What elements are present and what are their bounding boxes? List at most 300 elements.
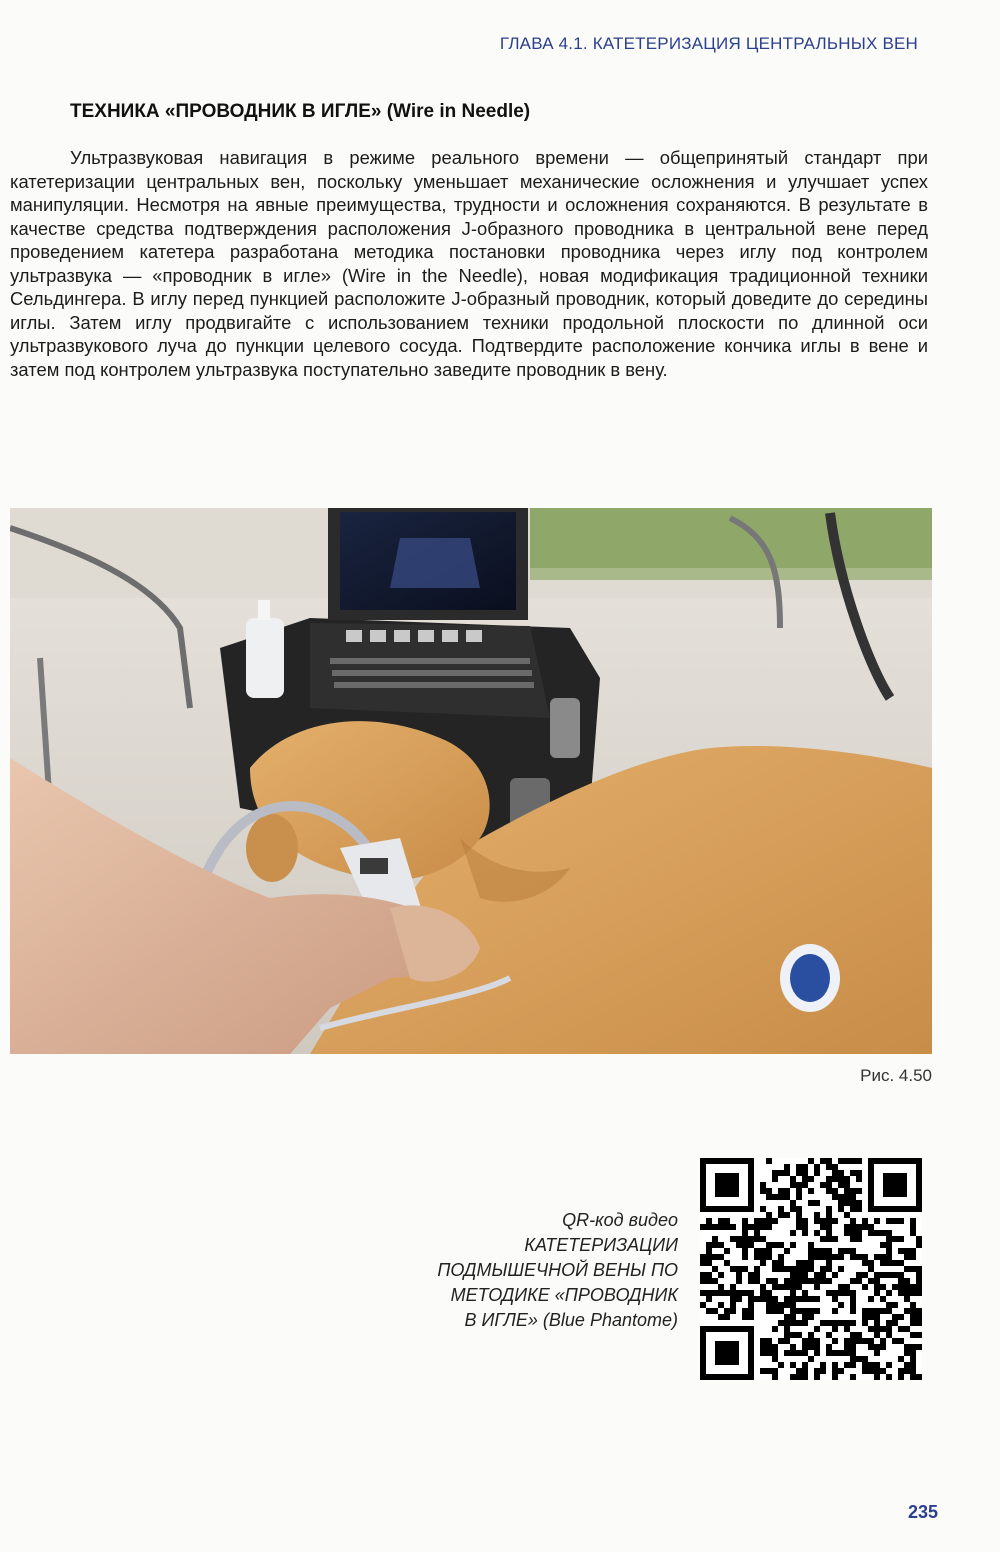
qr-module [778,1212,784,1218]
qr-module [802,1368,808,1374]
qr-module [718,1242,724,1248]
qr-module [700,1224,706,1230]
qr-module [790,1296,796,1302]
qr-module [742,1290,748,1296]
qr-module [820,1272,826,1278]
qr-module [808,1344,814,1350]
qr-module [868,1314,874,1320]
qr-module [892,1218,898,1224]
qr-module [742,1314,748,1320]
qr-module [712,1278,718,1284]
qr-module [874,1326,880,1332]
qr-module [766,1218,772,1224]
qr-module [838,1194,844,1200]
qr-module [898,1374,904,1380]
qr-module [832,1308,838,1314]
qr-module [826,1290,832,1296]
qr-module [850,1236,856,1242]
qr-module [880,1284,886,1290]
qr-module [760,1236,766,1242]
qr-module [796,1182,802,1188]
figure-photo [10,508,932,1054]
qr-module [772,1278,778,1284]
qr-module [886,1374,892,1380]
qr-module [874,1374,880,1380]
qr-module [796,1308,802,1314]
qr-module [784,1326,790,1332]
qr-module [814,1350,820,1356]
qr-module [712,1254,718,1260]
qr-module [778,1266,784,1272]
qr-module [736,1296,742,1302]
qr-module [760,1224,766,1230]
qr-module [826,1236,832,1242]
qr-module [760,1344,766,1350]
qr-module [796,1320,802,1326]
qr-module [766,1338,772,1344]
qr-module [814,1164,820,1170]
qr-module [808,1188,814,1194]
qr-module [760,1368,766,1374]
qr-module [766,1278,772,1284]
qr-module [766,1194,772,1200]
qr-module [886,1320,892,1326]
qr-module [730,1266,736,1272]
qr-module [724,1290,730,1296]
qr-module [778,1260,784,1266]
qr-module [898,1218,904,1224]
qr-module [784,1266,790,1272]
qr-module [760,1350,766,1356]
qr-module [910,1362,916,1368]
qr-module [772,1194,778,1200]
qr-module [916,1374,922,1380]
qr-module [820,1362,826,1368]
qr-module [772,1170,778,1176]
qr-module [886,1272,892,1278]
qr-module [736,1242,742,1248]
qr-module [784,1302,790,1308]
qr-module [916,1278,922,1284]
qr-module [730,1290,736,1296]
qr-module [874,1350,880,1356]
qr-module [778,1170,784,1176]
qr-module [898,1314,904,1320]
qr-module [700,1260,706,1266]
qr-module [754,1224,760,1230]
qr-module [838,1320,844,1326]
qr-module [772,1242,778,1248]
qr-module [802,1296,808,1302]
qr-module [874,1290,880,1296]
qr-module [718,1272,724,1278]
qr-module [760,1218,766,1224]
qr-module [802,1266,808,1272]
qr-module [748,1296,754,1302]
qr-module [850,1302,856,1308]
qr-module [868,1296,874,1302]
qr-module [832,1296,838,1302]
qr-module [844,1176,850,1182]
qr-module [748,1290,754,1296]
qr-module [892,1314,898,1320]
qr-module [706,1296,712,1302]
qr-module [826,1230,832,1236]
qr-module [910,1332,916,1338]
qr-module [778,1320,784,1326]
qr-module [718,1254,724,1260]
qr-module [808,1200,814,1206]
qr-module [784,1314,790,1320]
qr-module [748,1272,754,1278]
qr-module [754,1236,760,1242]
qr-module [904,1368,910,1374]
qr-module [742,1248,748,1254]
qr-caption-line: КАТЕТЕРИЗАЦИИ [524,1235,678,1255]
qr-module [892,1236,898,1242]
qr-module [892,1272,898,1278]
qr-module [778,1308,784,1314]
qr-module [832,1362,838,1368]
qr-module [820,1182,826,1188]
qr-module [790,1242,796,1248]
qr-module [868,1362,874,1368]
qr-module [910,1320,916,1326]
body-paragraph: Ультразвуковая навигация в режиме реального времени — общепринятый стандарт при катетеризации центральных вен, поскольку уменьшает механические осложнения и улучшает успех манипуляции. Несмотря на явные преимущества, трудности и осложнения сохраняются. В результате в качестве средства подтверждения расположения J-образного проводника в центральной вене перед проведением катетера разработана методика постановки проводника через иглу под контролем ультразвука — «проводник в игле» (Wire in the Needle), новая модификация традиционной техники Сельдингера. В иглу перед пункцией расположите J-образный проводник, который доведите до середины иглы. Затем иглу продвигайте с использованием техники продольной плоскости по длинной оси ультразвукового луча до пункции целевого сосуда. Подтвердите расположение кончика иглы в вене и затем под контролем ультразвука поступательно заведите проводник в вену. [10,147,928,380]
qr-module [898,1290,904,1296]
qr-module [832,1320,838,1326]
qr-module [712,1224,718,1230]
qr-module [784,1170,790,1176]
qr-module [724,1308,730,1314]
qr-module [838,1302,844,1308]
qr-module [886,1290,892,1296]
qr-module [796,1170,802,1176]
qr-module [796,1350,802,1356]
qr-module [814,1296,820,1302]
qr-module [874,1332,880,1338]
qr-module [850,1200,856,1206]
qr-module [748,1236,754,1242]
qr-module [844,1230,850,1236]
qr-module [808,1158,814,1164]
qr-module [910,1350,916,1356]
qr-module [898,1272,904,1278]
qr-module [916,1314,922,1320]
qr-module [850,1248,856,1254]
qr-module [784,1296,790,1302]
qr-module [766,1212,772,1218]
qr-module [826,1266,832,1272]
qr-module [862,1260,868,1266]
qr-module [718,1218,724,1224]
qr-caption-line: МЕТОДИКЕ «ПРОВОДНИК [450,1285,678,1305]
qr-module [700,1290,706,1296]
qr-module [850,1374,856,1380]
qr-module [844,1248,850,1254]
qr-module [814,1230,820,1236]
qr-module [868,1260,874,1266]
qr-module [784,1164,790,1170]
qr-module [916,1308,922,1314]
qr-module [730,1302,736,1308]
qr-module [820,1254,826,1260]
qr-module [880,1272,886,1278]
qr-module [742,1242,748,1248]
qr-module [814,1284,820,1290]
qr-module [742,1224,748,1230]
qr-module [730,1224,736,1230]
qr-module [880,1368,886,1374]
qr-module [742,1266,748,1272]
qr-module [850,1158,856,1164]
qr-module [748,1224,754,1230]
qr-module [850,1350,856,1356]
qr-module [868,1278,874,1284]
qr-module [802,1170,808,1176]
qr-module [754,1278,760,1284]
qr-module [808,1338,814,1344]
qr-module [778,1242,784,1248]
qr-module [832,1218,838,1224]
qr-module [832,1272,838,1278]
qr-module [808,1176,814,1182]
qr-module [886,1302,892,1308]
qr-module [892,1260,898,1266]
qr-module [760,1248,766,1254]
qr-module [772,1266,778,1272]
qr-module [904,1254,910,1260]
page-number: 235 [907,1502,938,1522]
qr-module [820,1320,826,1326]
qr-module [754,1272,760,1278]
qr-module [832,1236,838,1242]
qr-module [832,1290,838,1296]
qr-module [772,1260,778,1266]
qr-module [898,1326,904,1332]
qr-module [796,1164,802,1170]
qr-module [838,1158,844,1164]
qr-module [760,1254,766,1260]
qr-module [754,1254,760,1260]
qr-module [880,1242,886,1248]
qr-module [706,1290,712,1296]
qr-module [814,1374,820,1380]
qr-module [826,1212,832,1218]
qr-module [790,1374,796,1380]
qr-module [814,1326,820,1332]
qr-module [796,1278,802,1284]
qr-module [844,1224,850,1230]
qr-module [850,1344,856,1350]
qr-module [808,1266,814,1272]
qr-module [784,1332,790,1338]
qr-module [766,1242,772,1248]
qr-module [832,1254,838,1260]
qr-module [760,1296,766,1302]
qr-module [862,1320,868,1326]
qr-module [916,1344,922,1350]
qr-module [778,1284,784,1290]
qr-module [838,1266,844,1272]
qr-module [760,1284,766,1290]
qr-module [838,1200,844,1206]
qr-module [910,1344,916,1350]
qr-module [796,1206,802,1212]
qr-module [898,1368,904,1374]
qr-module [856,1170,862,1176]
qr-module [898,1356,904,1362]
qr-module [820,1248,826,1254]
qr-module [886,1236,892,1242]
qr-module [838,1170,844,1176]
qr-module [892,1320,898,1326]
qr-module [850,1206,856,1212]
qr-module [898,1284,904,1290]
qr-module [790,1266,796,1272]
qr-module [742,1254,748,1260]
qr-module [802,1362,808,1368]
qr-module [796,1296,802,1302]
qr-module [820,1368,826,1374]
qr-module [910,1308,916,1314]
qr-module [880,1296,886,1302]
qr-module [736,1290,742,1296]
qr-module [910,1248,916,1254]
qr-module [904,1278,910,1284]
qr-module [844,1362,850,1368]
qr-module [808,1332,814,1338]
qr-module [886,1248,892,1254]
qr-module [706,1260,712,1266]
qr-module [772,1176,778,1182]
qr-module [712,1236,718,1242]
qr-module [850,1338,856,1344]
qr-module [796,1194,802,1200]
qr-module [874,1362,880,1368]
qr-module [802,1308,808,1314]
chapter-header: ГЛАВА 4.1. КАТЕТЕРИЗАЦИЯ ЦЕНТРАЛЬНЫХ ВЕН [499,34,918,53]
qr-module [850,1362,856,1368]
qr-module [718,1224,724,1230]
qr-module [826,1182,832,1188]
qr-module [802,1218,808,1224]
qr-module [820,1218,826,1224]
qr-module [790,1320,796,1326]
qr-module [778,1302,784,1308]
qr-module [790,1272,796,1278]
qr-module [874,1230,880,1236]
qr-module [880,1230,886,1236]
qr-code-graphic [700,1158,922,1380]
qr-module [880,1308,886,1314]
qr-module [910,1374,916,1380]
qr-module [838,1248,844,1254]
qr-module [790,1290,796,1296]
qr-module [904,1326,910,1332]
qr-module [802,1272,808,1278]
qr-module [862,1254,868,1260]
qr-module [754,1296,760,1302]
qr-module [706,1224,712,1230]
qr-module [778,1254,784,1260]
qr-module [712,1266,718,1272]
qr-module [790,1350,796,1356]
qr-module [724,1314,730,1320]
qr-module [856,1176,862,1182]
qr-module [742,1236,748,1242]
qr-module [790,1230,796,1236]
qr-module [796,1368,802,1374]
qr-module [790,1362,796,1368]
qr-module [904,1296,910,1302]
qr-module [874,1344,880,1350]
qr-module [760,1338,766,1344]
qr-module [898,1236,904,1242]
qr-module [826,1206,832,1212]
qr-module [772,1344,778,1350]
qr-module [772,1326,778,1332]
qr-module [766,1350,772,1356]
qr-module [724,1224,730,1230]
qr-module [838,1206,844,1212]
qr-module [856,1200,862,1206]
qr-module [808,1242,814,1248]
qr-module [736,1278,742,1284]
qr-module [772,1350,778,1356]
qr-module [826,1158,832,1164]
qr-module [868,1308,874,1314]
qr-module [814,1308,820,1314]
qr-module [802,1350,808,1356]
qr-module [700,1254,706,1260]
qr-module [766,1248,772,1254]
qr-module [910,1314,916,1320]
qr-module [802,1314,808,1320]
qr-module [790,1344,796,1350]
qr-module [904,1344,910,1350]
qr-module [904,1248,910,1254]
qr-module [784,1212,790,1218]
qr-code-image[interactable] [700,1158,922,1380]
qr-module [772,1368,778,1374]
qr-module [748,1314,754,1320]
qr-module [910,1290,916,1296]
qr-module [844,1338,850,1344]
qr-module [856,1278,862,1284]
qr-module [814,1170,820,1176]
section-title: ТЕХНИКА «ПРОВОДНИК В ИГЛЕ» (Wire in Needle) [70,101,531,122]
qr-module [856,1254,862,1260]
qr-module [904,1290,910,1296]
qr-module [874,1218,880,1224]
qr-module [730,1308,736,1314]
qr-module [778,1338,784,1344]
qr-module [730,1284,736,1290]
qr-module [850,1224,856,1230]
qr-module [868,1344,874,1350]
qr-module [838,1284,844,1290]
qr-module [742,1218,748,1224]
qr-module [796,1218,802,1224]
ultrasound-manikin-photo [10,508,932,1054]
qr-module [766,1188,772,1194]
qr-module [850,1254,856,1260]
qr-module [880,1338,886,1344]
qr-module [856,1356,862,1362]
qr-module [844,1320,850,1326]
qr-module [772,1374,778,1380]
